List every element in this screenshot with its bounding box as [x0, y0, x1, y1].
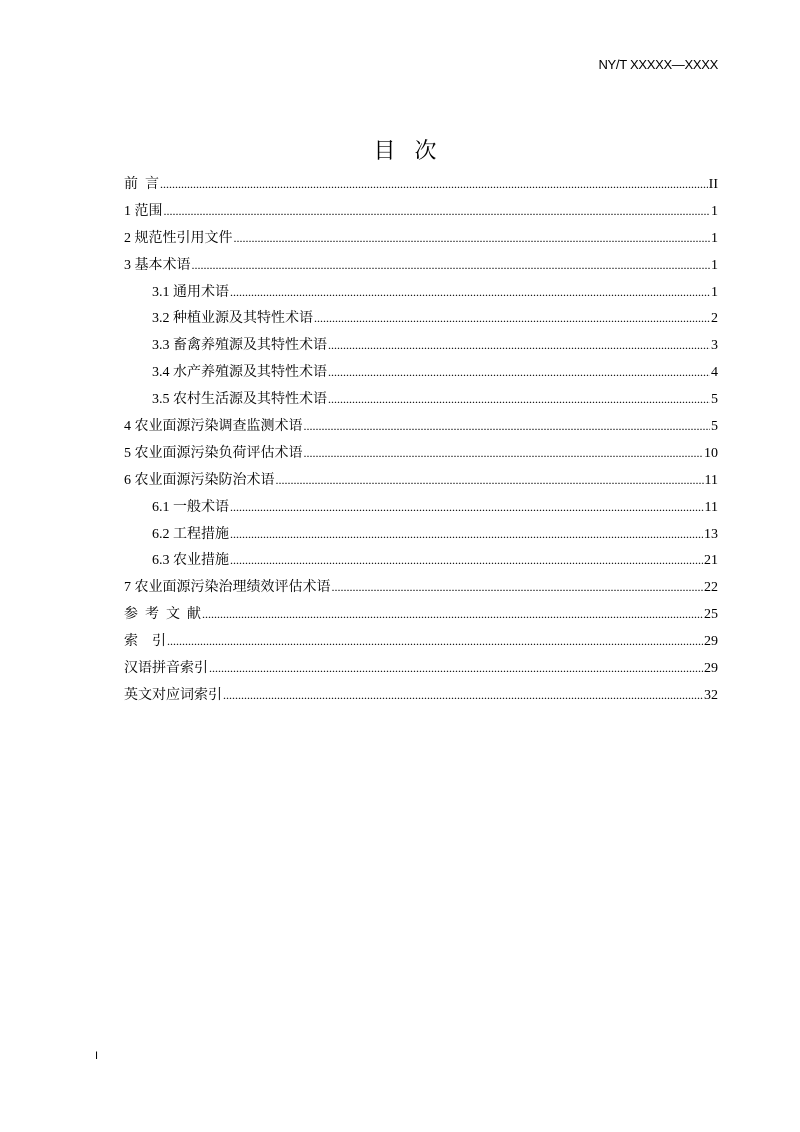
toc-entry: [124, 497, 718, 524]
toc-entry: [124, 631, 718, 658]
toc-leader-dots: [230, 497, 704, 518]
toc-entry-label: 4 农业面源污染调查监测术语: [124, 419, 303, 435]
toc-entry-page: 22: [704, 580, 718, 596]
toc-leader-dots: [234, 228, 711, 249]
toc-leader-dots: [304, 443, 704, 464]
toc-entry-page: 29: [704, 661, 718, 677]
toc-leader-dots: [223, 685, 703, 706]
toc-entry: [124, 174, 718, 201]
toc-entry: [124, 524, 718, 551]
toc-leader-dots: [164, 201, 711, 222]
toc-entry-label: 1 范围: [124, 203, 163, 219]
toc-entry-label: 3.3 畜禽养殖源及其特性术语: [152, 338, 327, 354]
toc-entry-page: 3: [711, 338, 718, 354]
toc-entry-label: 6.1 一般术语: [152, 499, 229, 515]
toc-entry: [124, 282, 718, 309]
page-title: 目 次: [373, 139, 443, 164]
page-number: I: [95, 1050, 99, 1062]
toc-entry-page: 25: [704, 607, 718, 623]
toc-entry-label: 汉语拼音索引: [124, 661, 208, 677]
toc-entry-label: 3.4 水产养殖源及其特性术语: [152, 365, 327, 381]
toc-leader-dots: [276, 470, 704, 491]
toc-entry-label: 前 言: [124, 177, 159, 192]
toc-entry-page: 5: [711, 419, 718, 435]
toc-entry: [124, 470, 718, 497]
toc-entry: [124, 577, 718, 604]
toc-leader-dots: [192, 255, 711, 276]
toc-entry: [124, 443, 718, 470]
toc-leader-dots: [332, 577, 704, 598]
toc-leader-dots: [304, 416, 711, 437]
toc-leader-dots: [328, 362, 710, 383]
toc-entry-page: 21: [704, 553, 718, 569]
toc-entry-page: 13: [704, 526, 718, 542]
toc-entry: [124, 255, 718, 282]
toc-entry: [124, 362, 718, 389]
toc-entry: [124, 658, 718, 685]
toc-entry-page: 1: [711, 203, 718, 219]
toc-entry-page: 10: [704, 445, 718, 461]
toc-entry-label: 3 基本术语: [124, 257, 191, 273]
toc-leader-dots: [202, 604, 703, 625]
toc-entry-label: 6.2 工程措施: [152, 526, 229, 542]
toc-entry-page: 11: [704, 472, 718, 488]
toc-entry-label: 3.2 种植业源及其特性术语: [152, 311, 313, 327]
toc-leader-dots: [230, 550, 703, 571]
toc-entry: [124, 416, 718, 443]
toc-entry-page: 1: [711, 257, 718, 273]
toc-entry: [124, 604, 718, 631]
toc-entry-page: 5: [711, 392, 718, 408]
toc-entry-label: 3.1 通用术语: [152, 284, 229, 300]
toc-entry-label: 5 农业面源污染负荷评估术语: [124, 445, 303, 461]
toc-leader-dots: [230, 524, 703, 545]
toc-entry: [124, 685, 718, 712]
toc-leader-dots: [209, 658, 703, 679]
toc-entry-label: 参 考 文 献: [124, 607, 201, 623]
toc-entry-label: 英文对应词索引: [124, 687, 222, 703]
toc-leader-dots: [167, 631, 703, 652]
toc-entry-label: 3.5 农村生活源及其特性术语: [152, 392, 327, 408]
toc-leader-dots: [328, 389, 710, 410]
toc-entry: [124, 228, 718, 255]
toc-entry-page: 11: [704, 499, 718, 515]
toc-entry-label: 6.3 农业措施: [152, 553, 229, 569]
toc-entry: [124, 389, 718, 416]
toc-entry: [124, 550, 718, 577]
toc-entry: [124, 335, 718, 362]
toc-leader-dots: [230, 282, 710, 303]
toc-leader-dots: [314, 308, 710, 329]
document-code-header: NY/T XXXXX—XXXX: [598, 57, 718, 72]
toc-entry-label: 7 农业面源污染治理绩效评估术语: [124, 580, 331, 596]
table-of-contents: [124, 174, 718, 712]
toc-entry-label: 6 农业面源污染防治术语: [124, 472, 275, 488]
toc-entry-page: 2: [711, 311, 718, 327]
toc-entry: [124, 308, 718, 335]
toc-entry-page: 29: [704, 634, 718, 650]
toc-entry-label: 索 引: [124, 634, 166, 650]
toc-entry-page: 1: [711, 230, 718, 246]
toc-entry-page: II: [708, 177, 718, 192]
toc-entry: [124, 201, 718, 228]
toc-entry-page: 1: [711, 284, 718, 300]
toc-leader-dots: [160, 174, 708, 195]
toc-entry-page: 32: [704, 687, 718, 703]
toc-entry-page: 4: [711, 365, 718, 381]
toc-leader-dots: [328, 335, 710, 356]
toc-entry-label: 2 规范性引用文件: [124, 230, 233, 246]
